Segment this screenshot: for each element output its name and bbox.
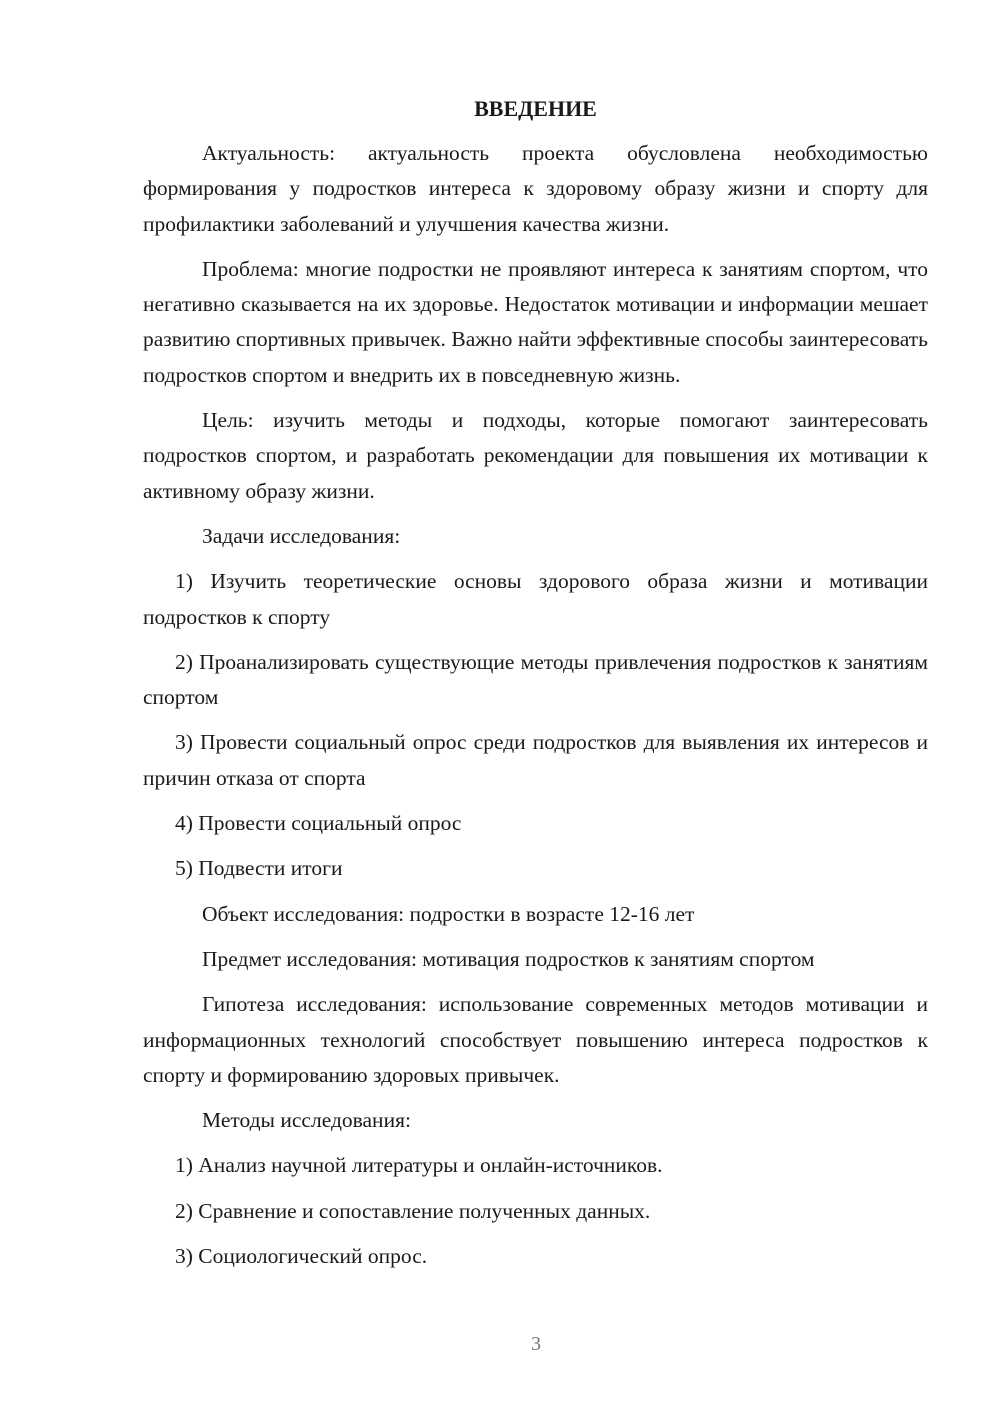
task-item-1: 1) Изучить теоретические основы здорового образа жизни и мотивации подростков к спорту [143, 569, 928, 629]
page-number: 3 [531, 1333, 541, 1355]
method-item-3: 3) Социологический опрос. [175, 1244, 428, 1269]
subject-paragraph: Предмет исследования: мотивация подростков к занятиям спортом [202, 946, 815, 971]
task-item-3: 3) Провести социальный опрос среди подростков для выявления их интересов и причин отказа от спорта [143, 730, 928, 790]
problem-paragraph: Проблема: многие подростки не проявляют интереса к занятиям спортом, что негативно сказывается на их здоровье. Недостаток мотивации и информации мешает развитию спортивных привычек. Важно найти эффективные способы заинтересовать подростков спортом и внедрить их в повседневную жизнь. [143, 256, 928, 387]
tasks-heading: Задачи исследования: [202, 523, 401, 548]
hypothesis-paragraph: Гипотеза исследования: использование современных методов мотивации и информационных технологий способствует повышению интереса подростков к спорту и формированию здоровых привычек. [143, 992, 928, 1087]
method-item-1: 1) Анализ научной литературы и онлайн-источников. [175, 1153, 663, 1178]
methods-heading: Методы исследования: [202, 1108, 411, 1133]
section-title: ВВЕДЕНИЕ [474, 96, 597, 121]
task-item-5: 5) Подвести итоги [175, 856, 343, 881]
relevance-paragraph: Актуальность: актуальность проекта обусловлена необходимостью формирования у подростков интереса к здоровому образу жизни и спорту для профилактики заболеваний и улучшения качества жизни. [143, 141, 928, 236]
document-page [143, 94, 928, 1284]
task-item-4: 4) Провести социальный опрос [175, 811, 462, 836]
goal-paragraph: Цель: изучить методы и подходы, которые помогают заинтересовать подростков спортом, и разработать рекомендации для повышения их мотивации к активному образу жизни. [143, 408, 928, 503]
task-item-2: 2) Проанализировать существующие методы привлечения подростков к занятиям спортом [143, 649, 928, 710]
object-paragraph: Объект исследования: подростки в возрасте 12-16 лет [202, 901, 695, 926]
method-item-2: 2) Сравнение и сопоставление полученных данных. [175, 1198, 651, 1223]
